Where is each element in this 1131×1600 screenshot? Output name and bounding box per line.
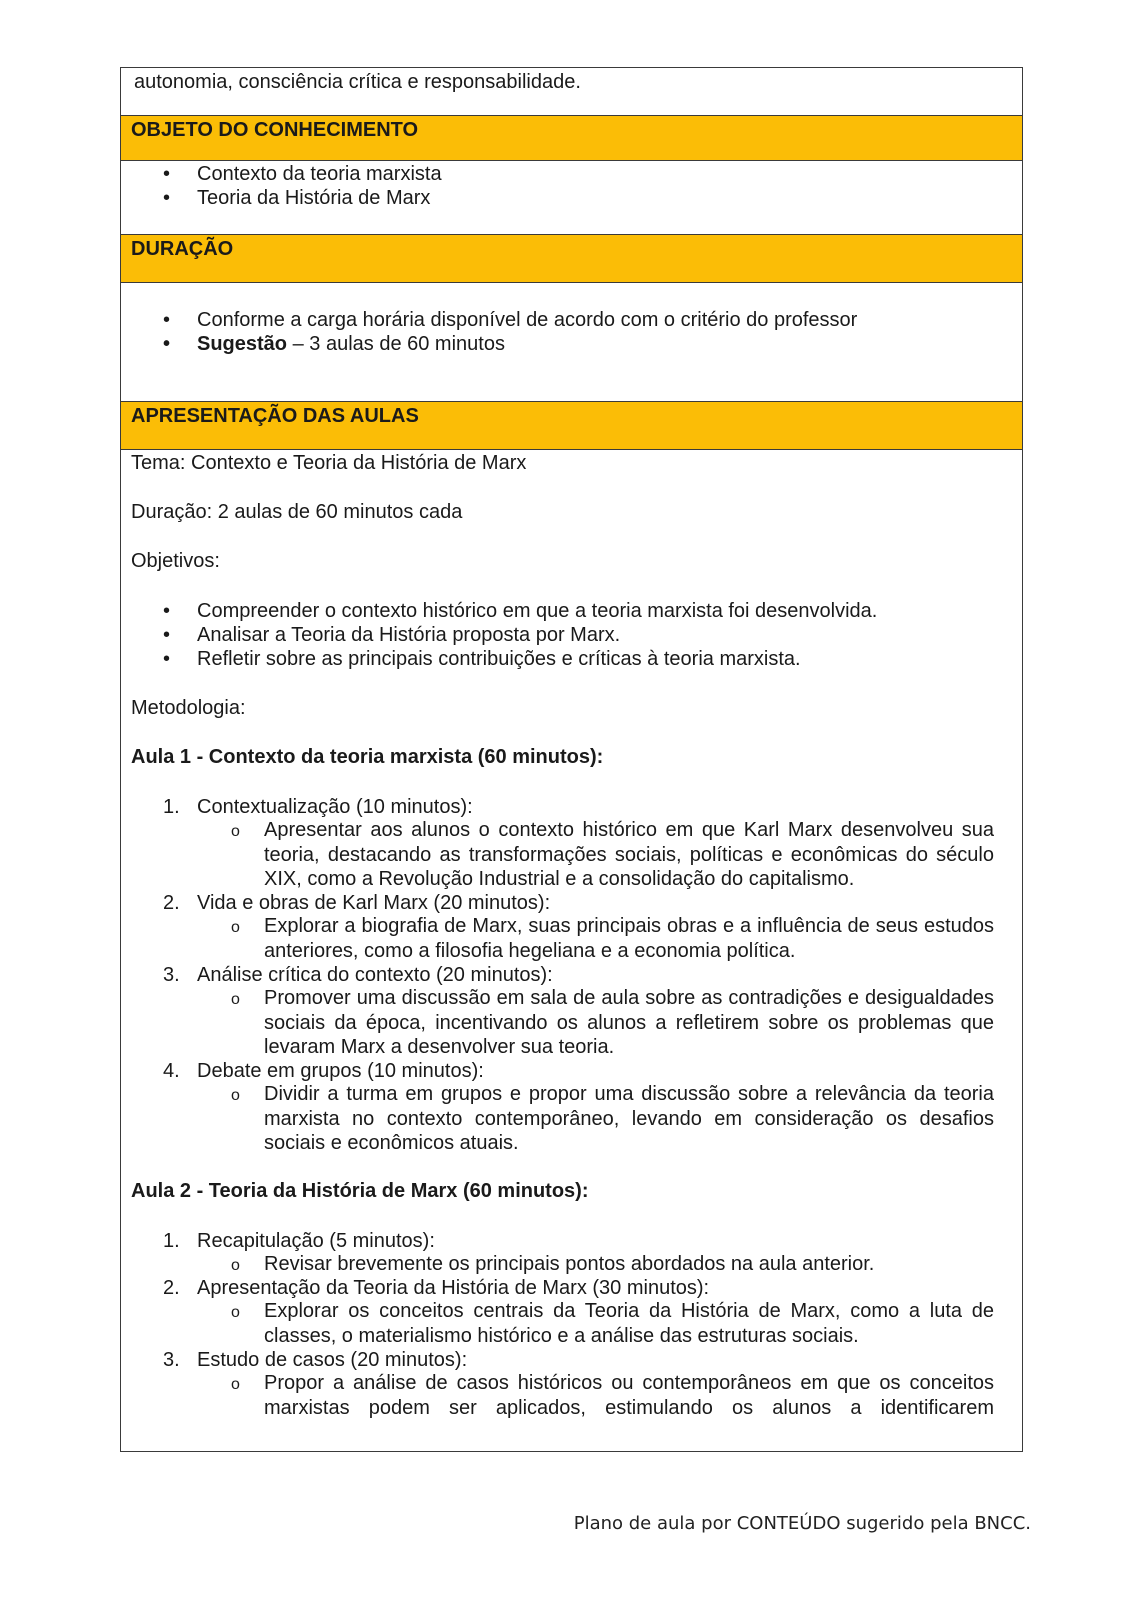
step-detail: Dividir a turma em grupos e propor uma discussão sobre a relevância da teoria marxista no contexto contemporâneo, levando em consideração os desafios sociais e econômicos atuais. bbox=[264, 1083, 994, 1154]
step-number: 2. bbox=[163, 1277, 180, 1299]
list-item: Analisar a Teoria da História proposta por Marx. bbox=[197, 624, 621, 646]
step-detail: Promover uma discussão em sala de aula sobre as contradições e desigualdades sociais da época, incentivando os alunos a refletirem sobre os problemas que levaram Marx a desenvolver sua teoria. bbox=[264, 987, 994, 1058]
circle-bullet-icon: o bbox=[231, 1257, 240, 1274]
list-item: Conforme a carga horária disponível de acordo com o critério do professor bbox=[197, 309, 858, 331]
circle-bullet-icon: o bbox=[231, 823, 240, 840]
bullet-icon: • bbox=[163, 333, 171, 355]
step-label: Contextualização (10 minutos): bbox=[197, 796, 473, 818]
page-footer: Plano de aula por CONTEÚDO sugerido pela BNCC. bbox=[573, 1513, 1031, 1534]
section-header-duracao bbox=[121, 234, 1022, 283]
step-label: Apresentação da Teoria da História de Marx (30 minutos): bbox=[197, 1277, 710, 1299]
tema-line: Tema: Contexto e Teoria da História de Marx bbox=[131, 452, 527, 474]
list-item: Contexto da teoria marxista bbox=[197, 163, 442, 185]
circle-bullet-icon: o bbox=[231, 1304, 240, 1321]
step-label: Vida e obras de Karl Marx (20 minutos): bbox=[197, 892, 551, 914]
duracao-line: Duração: 2 aulas de 60 minutos cada bbox=[131, 501, 463, 523]
list-item bbox=[197, 332, 505, 356]
circle-bullet-icon: o bbox=[231, 919, 240, 936]
circle-bullet-icon: o bbox=[231, 1087, 240, 1104]
step-label: Debate em grupos (10 minutos): bbox=[197, 1060, 484, 1082]
bullet-icon: • bbox=[163, 309, 171, 331]
bullet-icon: • bbox=[163, 187, 171, 209]
list-item: Compreender o contexto histórico em que a teoria marxista foi desenvolvida. bbox=[197, 600, 878, 622]
list-item: Refletir sobre as principais contribuições e críticas à teoria marxista. bbox=[197, 648, 801, 670]
step-number: 4. bbox=[163, 1060, 180, 1082]
lesson-plan-table bbox=[120, 67, 1023, 1452]
step-label: Estudo de casos (20 minutos): bbox=[197, 1349, 468, 1371]
step-number: 1. bbox=[163, 1230, 180, 1252]
section-header-apresentacao bbox=[121, 401, 1022, 450]
step-number: 1. bbox=[163, 796, 180, 818]
step-detail: Explorar a biografia de Marx, suas principais obras e a influência de seus estudos anteriores, como a filosofia hegeliana e a economia política. bbox=[264, 915, 994, 962]
section-title: OBJETO DO CONHECIMENTO bbox=[131, 119, 419, 141]
intro-line: autonomia, consciência crítica e responsabilidade. bbox=[134, 71, 581, 93]
suggestion-text: – 3 aulas de 60 minutos bbox=[287, 333, 505, 355]
step-number: 3. bbox=[163, 1349, 180, 1371]
step-label: Recapitulação (5 minutos): bbox=[197, 1230, 435, 1252]
bullet-icon: • bbox=[163, 648, 171, 670]
step-number: 2. bbox=[163, 892, 180, 914]
step-label: Análise crítica do contexto (20 minutos): bbox=[197, 964, 553, 986]
bullet-icon: • bbox=[163, 624, 171, 646]
section-title: DURAÇÃO bbox=[131, 238, 234, 260]
circle-bullet-icon: o bbox=[231, 991, 240, 1008]
step-detail: Revisar brevemente os principais pontos abordados na aula anterior. bbox=[264, 1253, 875, 1275]
objetivos-label: Objetivos: bbox=[131, 550, 220, 572]
bullet-icon: • bbox=[163, 163, 171, 185]
section-header-objeto bbox=[121, 115, 1022, 161]
suggestion-label: Sugestão bbox=[197, 333, 288, 355]
step-number: 3. bbox=[163, 964, 180, 986]
circle-bullet-icon: o bbox=[231, 1376, 240, 1393]
step-detail: Apresentar aos alunos o contexto histórico em que Karl Marx desenvolveu sua teoria, destacando as transformações sociais, políticas e econômicas do século XIX, como a Revolução Industrial e a consolidação do capitalismo. bbox=[264, 819, 994, 890]
section-title: APRESENTAÇÃO DAS AULAS bbox=[131, 405, 419, 427]
metodologia-label: Metodologia: bbox=[131, 697, 246, 719]
list-item: Teoria da História de Marx bbox=[197, 187, 431, 209]
aula1-title: Aula 1 - Contexto da teoria marxista (60 minutos): bbox=[131, 746, 604, 768]
step-detail: Explorar os conceitos centrais da Teoria da História de Marx, como a luta de classes, o materialismo histórico e a análise das estruturas sociais. bbox=[264, 1300, 994, 1347]
step-detail: Propor a análise de casos históricos ou contemporâneos em que os conceitos marxistas podem ser aplicados, estimulando os alunos a identificarem bbox=[264, 1372, 994, 1419]
aula2-title: Aula 2 - Teoria da História de Marx (60 minutos): bbox=[131, 1180, 589, 1202]
bullet-icon: • bbox=[163, 600, 171, 622]
